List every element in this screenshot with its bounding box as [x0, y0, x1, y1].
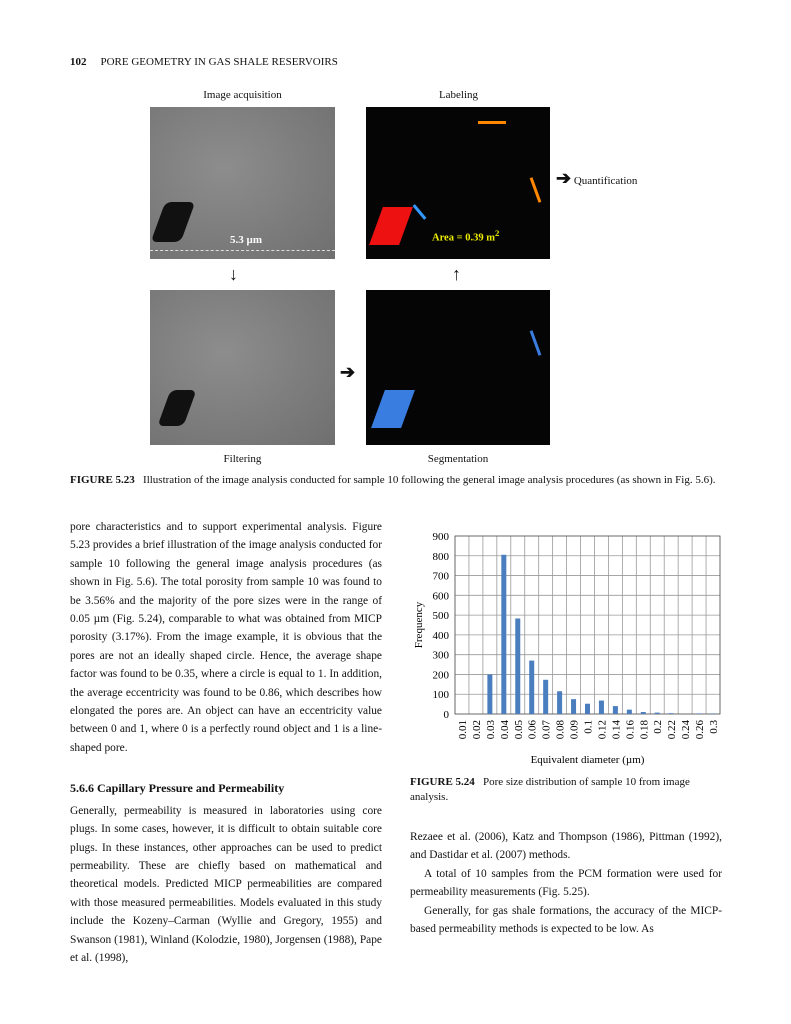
bar [711, 713, 716, 714]
arrow-up-icon: ↑ [452, 264, 461, 284]
bar [557, 691, 562, 714]
x-tick-label: 0.08 [554, 720, 567, 740]
section-heading: 5.6.6 Capillary Pressure and Permeability [70, 781, 285, 796]
bar [627, 710, 632, 714]
bar [599, 701, 604, 714]
x-tick-label: 0.24 [680, 720, 693, 740]
bar [613, 706, 618, 714]
running-title: PORE GEOMETRY IN GAS SHALE RESERVOIRS [100, 56, 338, 68]
arrow-down-icon: ↓ [229, 264, 238, 284]
bar [571, 699, 576, 714]
paragraph: pore characteristics and to support experimental analysis. Figure 5.23 provides a brief illustration of the image analysis conducted for sample 10 following the general image analysis procedures (as shown in Fig. 5.6). The total porosity from sample 10 was found to be 3.56% and the majority of the pore sizes were in the range of 0.05 µm (Fig. 5.24), comparable to what was obtained from MICP porosity (3.17%). From the image example, it is obvious that the pores are not an ideally shaped circle. Hence, the average shape factor was found to be 0.35, where a circle is equal to 1. In addition, the average eccentricity was found to be 0.86, which describes how elongated the pores are. An object can have an eccentricity value between 0 and 1, where 0 is a perfectly round object and 1 is a line-shaped pore. [70, 521, 382, 754]
figure-5-23-caption: FIGURE 5.23 Illustration of the image analysis conducted for sample 10 following the general image analysis procedures (as shown in Fig. 5.6). [70, 474, 716, 486]
y-tick-label: 300 [432, 649, 449, 662]
bar [487, 674, 492, 714]
y-tick-label: 700 [432, 570, 449, 583]
plot-frame [455, 536, 720, 714]
x-tick-label: 0.07 [540, 720, 553, 740]
running-header [70, 56, 338, 68]
x-tick-label: 0.02 [470, 720, 483, 740]
area-annotation: Area = 0.39 $m^2$ [432, 228, 500, 244]
bar [697, 713, 702, 714]
label-acquisition: Image acquisition [203, 89, 282, 101]
x-tick-label: 0.16 [624, 720, 637, 740]
x-tick-label: 0.3 [708, 720, 721, 734]
arrow-right-icon: ➔ [556, 168, 572, 188]
x-tick-label: 0.14 [610, 720, 623, 740]
labeled-image [366, 107, 550, 259]
segmented-image [366, 290, 550, 445]
bar [669, 713, 674, 714]
y-axis-label: Frequency [413, 601, 425, 649]
bar [655, 713, 660, 714]
pore-size-chart [400, 525, 730, 775]
y-tick-label: 200 [432, 669, 449, 682]
x-tick-label: 0.05 [512, 720, 525, 740]
bar [585, 704, 590, 714]
paragraph: Rezaee et al. (2006), Katz and Thompson (1986), Pittman (1992), and Dastidar et al. (2007) methods. [410, 831, 722, 862]
page-number: 102 [70, 56, 87, 68]
x-tick-label: 0.1 [582, 720, 595, 734]
x-tick-label: 0.06 [526, 720, 539, 740]
x-tick-label: 0.04 [498, 720, 511, 740]
x-tick-label: 0.01 [456, 720, 469, 740]
x-tick-label: 0.18 [638, 720, 651, 740]
scale-bar-label: 5.3 µm [230, 234, 263, 246]
bar [515, 618, 520, 714]
x-tick-label: 0.09 [568, 720, 581, 740]
bar [543, 680, 548, 714]
label-segmentation: Segmentation [427, 453, 489, 465]
filtered-image [150, 290, 335, 445]
y-tick-label: 100 [432, 689, 449, 702]
label-filtering: Filtering [223, 453, 262, 465]
bar [529, 661, 534, 714]
x-tick-label: 0.2 [652, 720, 665, 734]
figure-5-24-caption: FIGURE 5.24 Pore size distribution of sample 10 from image analysis. [410, 776, 690, 803]
y-tick-label: 600 [432, 590, 449, 603]
y-tick-label: 800 [432, 550, 449, 563]
y-tick-label: 900 [432, 531, 449, 543]
paragraph: A total of 10 samples from the PCM formation were used for permeability measurements (Fig. 5.25). [410, 867, 722, 899]
y-tick-label: 500 [432, 610, 449, 623]
left-column [70, 518, 382, 967]
x-axis-label: Equivalent diameter (µm) [530, 754, 645, 766]
label-labeling: Labeling [438, 89, 479, 101]
x-tick-label: 0.26 [694, 720, 707, 740]
quantification-step: ➔ Quantification [556, 168, 638, 188]
y-tick-label: 400 [432, 629, 449, 642]
sem-image-acquisition [150, 107, 335, 259]
paragraph: Generally, for gas shale formations, the accuracy of the MICP-based permeability methods is expected to be low. As [410, 904, 722, 936]
paragraph: Generally, permeability is measured in laboratories using core plugs. In some cases, however, it is difficult to obtain suitable core plugs. In these instances, other approaches can be used to predict permeability. These are chiefly based on mathematical and theoretical models. Predicted MICP permeabilities are compared with those measured permeabilities. Models evaluated in this study include the Kozeny–Carman (Wyllie and Gregory, 1955) and Swanson (1981), Winland (Kolodzie, 1980), Jorgensen (1988), Pape et al. (1998), [70, 804, 382, 964]
x-tick-label: 0.03 [484, 720, 497, 740]
bar [501, 555, 506, 714]
right-column [410, 828, 722, 938]
y-tick-label: 0 [443, 709, 449, 721]
x-tick-label: 0.22 [666, 720, 679, 740]
arrow-right-icon: ➔ [340, 362, 356, 382]
bar [641, 712, 646, 714]
x-tick-label: 0.12 [596, 720, 609, 740]
